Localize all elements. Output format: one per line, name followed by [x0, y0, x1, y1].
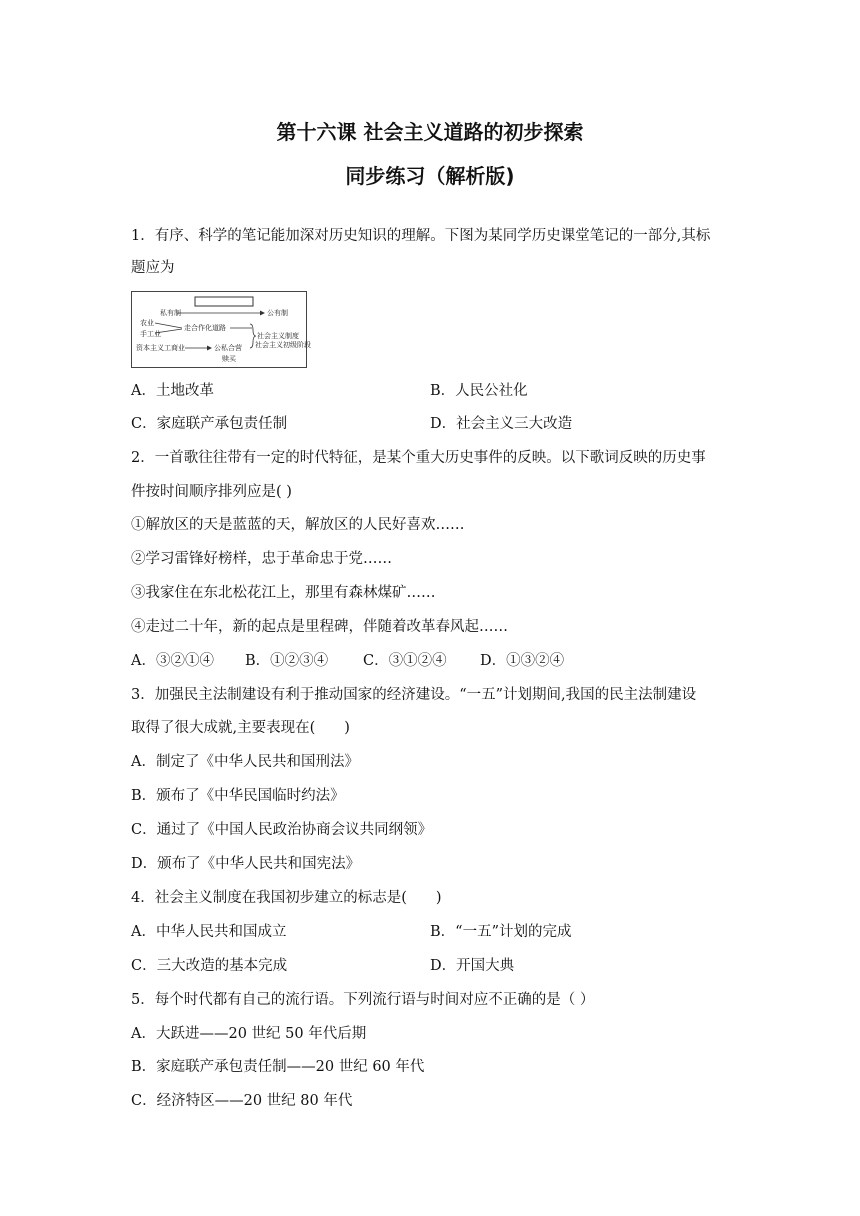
q5-option-b: B．家庭联产承包责任制——20 世纪 60 年代: [131, 1059, 425, 1075]
q2-lyric-3: ③我家住在东北松花江上，那里有森林煤矿……: [131, 585, 436, 601]
arrowhead-icon: [207, 346, 212, 351]
q5-option-a: A．大跃进——20 世纪 50 年代后期: [131, 1026, 367, 1042]
diagram-capital: 资本主义工商业: [136, 344, 185, 352]
diagram-private: 私有制: [160, 309, 181, 317]
page-title: 第十六课 社会主义道路的初步探索: [276, 120, 584, 144]
page-subtitle: 同步练习（解析版): [345, 164, 515, 188]
q4-stem: 4．社会主义制度在我国初步建立的标志是( ): [131, 890, 442, 906]
q3-stem-line2: 取得了很大成就,主要表现在( ): [131, 720, 350, 736]
blank-title-box: [195, 297, 253, 306]
diagram-public: 公有制: [267, 309, 288, 317]
q1-option-d: D．社会主义三大改造: [430, 416, 573, 432]
q5-option-c: C．经济特区——20 世纪 80 年代: [131, 1093, 353, 1109]
q1-option-b: B．人民公社化: [430, 383, 528, 399]
q4-option-b: B．“一五”计划的完成: [430, 924, 572, 940]
q4-option-a: A．中华人民共和国成立: [131, 924, 287, 940]
arrow-agri: [155, 323, 182, 328]
q1-stem-line1: 1．有序、科学的笔记能加深对历史知识的理解。下图为某同学历史课堂笔记的一部分,其标: [131, 228, 711, 244]
q2-lyric-4: ④走过二十年，新的起点是里程碑，伴随着改革春风起……: [131, 619, 508, 635]
q4-option-c: C．三大改造的基本完成: [131, 958, 288, 974]
q3-stem-line1: 3．加强民主法制建设有利于推动国家的经济建设。“一五”计划期间,我国的民主法制建设: [131, 687, 697, 703]
q1-option-c: C．家庭联产承包责任制: [131, 416, 288, 432]
q2-stem-line1: 2．一首歌往往带有一定的时代特征，是某个重大历史事件的反映。以下歌词反映的历史事: [131, 450, 706, 466]
q1-option-a: A．土地改革: [131, 383, 214, 399]
q3-option-a: A．制定了《中华人民共和国刑法》: [131, 754, 359, 770]
q5-stem: 5．每个时代都有自己的流行语。下列流行语与时间对应不正确的是（ ）: [131, 992, 595, 1008]
q4-option-d: D．开国大典: [430, 958, 515, 974]
q2-option-a: A．③②①④: [131, 653, 214, 669]
q3-option-b: B．颁布了《中华民国临时约法》: [131, 788, 345, 804]
diagram-redeem: 赎买: [222, 355, 236, 363]
q2-stem-line2: 件按时间顺序排列应是( ): [131, 484, 292, 500]
q2-option-d: D．①③②④: [480, 653, 565, 669]
diagram-system2: 社会主义初级阶段: [255, 341, 311, 349]
q1-stem-line2: 题应为: [131, 260, 175, 276]
q2-option-b: B．①②③④: [245, 653, 329, 669]
diagram-handicraft: 手工业: [140, 330, 161, 338]
q2-option-c: C．③①②④: [363, 653, 447, 669]
diagram-joint: 公私合营: [214, 344, 242, 352]
q2-lyric-1: ①解放区的天是蓝蓝的天，解放区的人民好喜欢……: [131, 517, 465, 533]
arrowhead-icon: [260, 311, 265, 316]
q1-notes-diagram: [131, 291, 311, 368]
diagram-agri: 农业: [140, 319, 154, 327]
diagram-coop: 走合作化道路: [184, 324, 226, 332]
q3-option-d: D．颁布了《中华人民共和国宪法》: [131, 856, 361, 872]
diagram-system1: 社会主义制度: [257, 332, 299, 340]
q2-lyric-2: ②学习雷锋好榜样，忠于革命忠于党……: [131, 551, 392, 567]
q3-option-c: C．通过了《中国人民政治协商会议共同纲领》: [131, 822, 433, 838]
